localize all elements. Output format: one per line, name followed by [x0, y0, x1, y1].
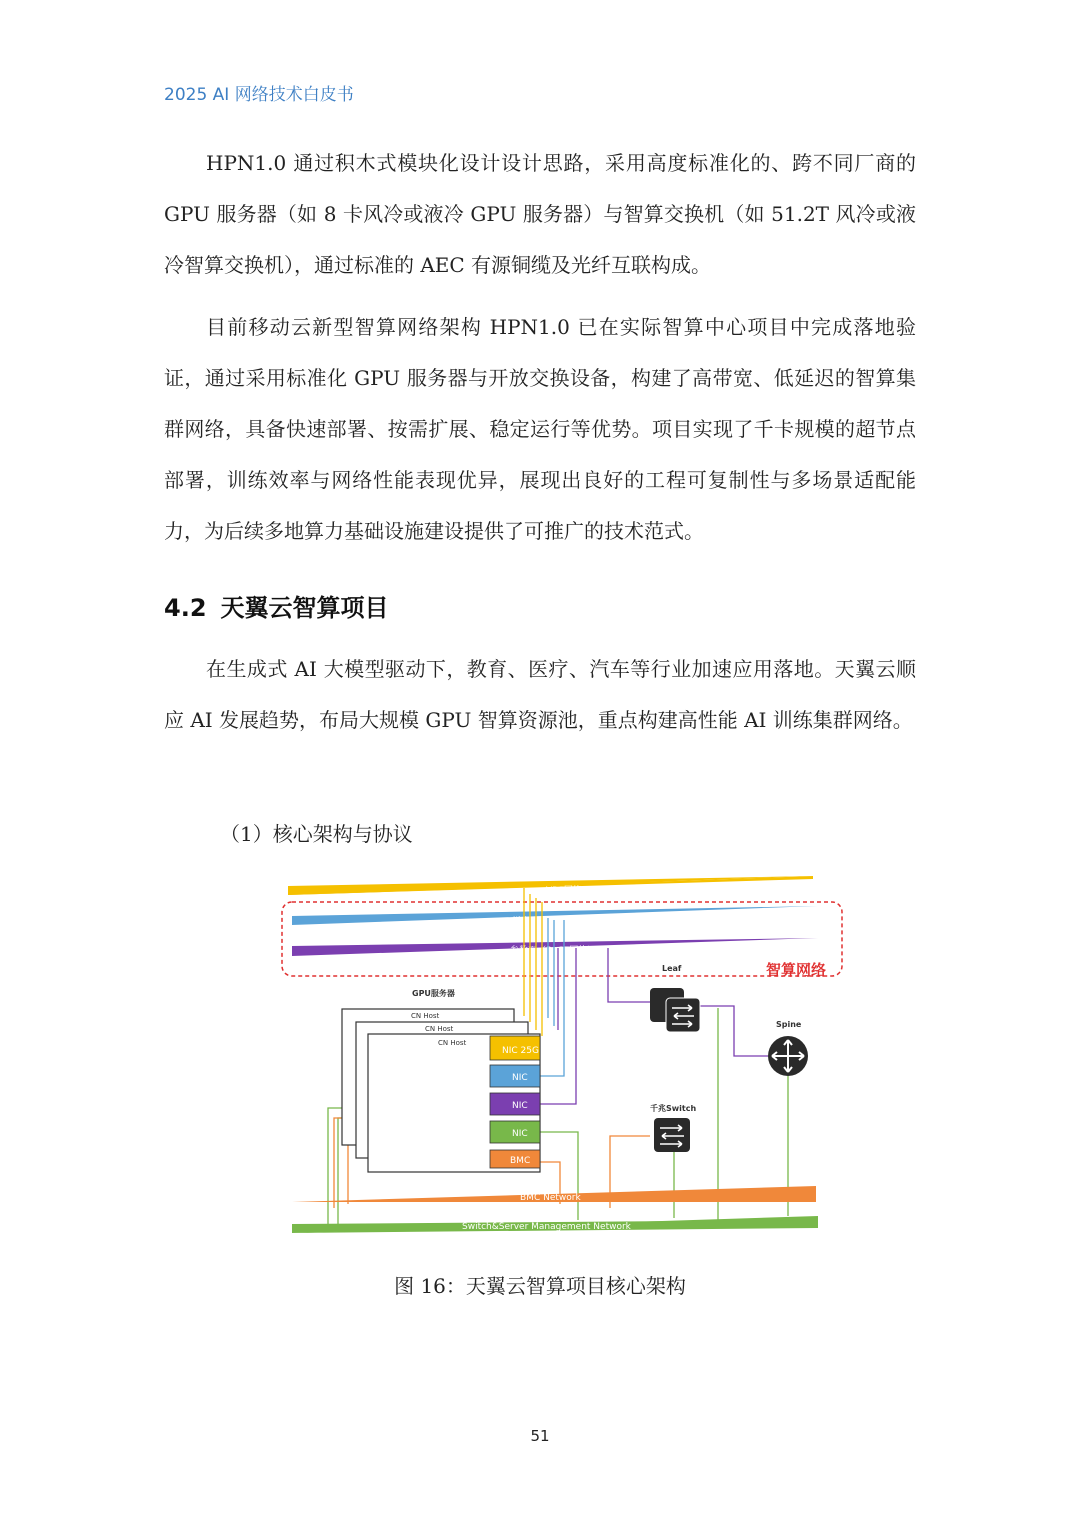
leaf-switch-icon — [650, 988, 700, 1032]
page-number: 51 — [530, 1427, 550, 1445]
host-label-1: CN Host — [411, 1012, 440, 1020]
section-number: 4.2 — [164, 594, 207, 622]
leaf-param-link — [608, 948, 650, 1002]
subsection-label: （1）核心架构与协议 — [220, 822, 413, 846]
gpu-server-label: GPU服务器 — [412, 989, 455, 998]
section-title: 天翼云智算项目 — [220, 594, 389, 622]
leaf-spine-link — [698, 1006, 768, 1056]
param-plane-label: 参数面（RoCE网络） — [510, 946, 597, 956]
spine-router-icon — [768, 1036, 808, 1076]
nic-mgmt-link — [540, 1132, 578, 1220]
nic-sample-label: NIC — [512, 1073, 528, 1083]
sample-plane-label: 样本面（RoCE网络） — [512, 917, 599, 927]
gig-switch-label: 千兆Switch — [650, 1104, 697, 1113]
intelligent-network-label: 智算网络 — [766, 961, 827, 979]
gig-switch-icon — [654, 1118, 690, 1152]
host-label-2: CN Host — [425, 1025, 454, 1033]
leaf-label: Leaf — [662, 964, 682, 973]
bmc-network-label: BMC Network — [520, 1193, 581, 1203]
architecture-diagram — [278, 868, 852, 1244]
vpc-label: VPC网络 — [546, 886, 582, 896]
host-label-3: CN Host — [438, 1039, 467, 1047]
paragraph-hpn-design: HPN1.0 通过积木式模块化设计设计思路，采用高度标准化的、跨不同厂商的 GPU 服务器（如 8 卡风冷或液冷 GPU 服务器）与智算交换机（如 51.2T 风冷或液冷智算交换机），通过标准的 AEC 有源铜缆及光纤互联构成。 — [164, 151, 916, 277]
nic-param-label: NIC — [512, 1101, 528, 1111]
bmc-block-label: BMC — [510, 1156, 531, 1166]
nic-25g-label: NIC 25G — [502, 1046, 539, 1056]
nic-mgmt-label: NIC — [512, 1129, 528, 1139]
host-mgmt-left-1 — [328, 1108, 342, 1228]
section-heading — [164, 588, 389, 623]
paragraph-tianyi-intro: 在生成式 AI 大模型驱动下，教育、医疗、汽车等行业加速应用落地。天翼云顺应 AI 发展趋势，布局大规模 GPU 智算资源池，重点构建高性能 AI 训练集群网络。 — [164, 657, 916, 732]
figure-caption: 图 16：天翼云智算项目核心架构 — [394, 1274, 686, 1298]
spine-label: Spine — [776, 1020, 802, 1029]
paragraph-hpn-validation: 目前移动云新型智算网络架构 HPN1.0 已在实际智算中心项目中完成落地验证，通过采用标准化 GPU 服务器与开放交换设备，构建了高带宽、低延迟的智算集群网络，具备快速部署、按需扩展、稳定运行等优势。项目实现了千卡规模的超节点部署，训练效率与网络性能表现优异，展现出良好的工程可复制性与多场景适配能力，为后续多地算力基础设施建设提供了可推广的技术范式。 — [164, 315, 916, 543]
running-header: 2025 AI 网络技术白皮书 — [164, 85, 354, 105]
architecture-figure — [278, 868, 852, 1244]
mgmt-network-label: Switch&Server Management Network — [462, 1222, 631, 1232]
